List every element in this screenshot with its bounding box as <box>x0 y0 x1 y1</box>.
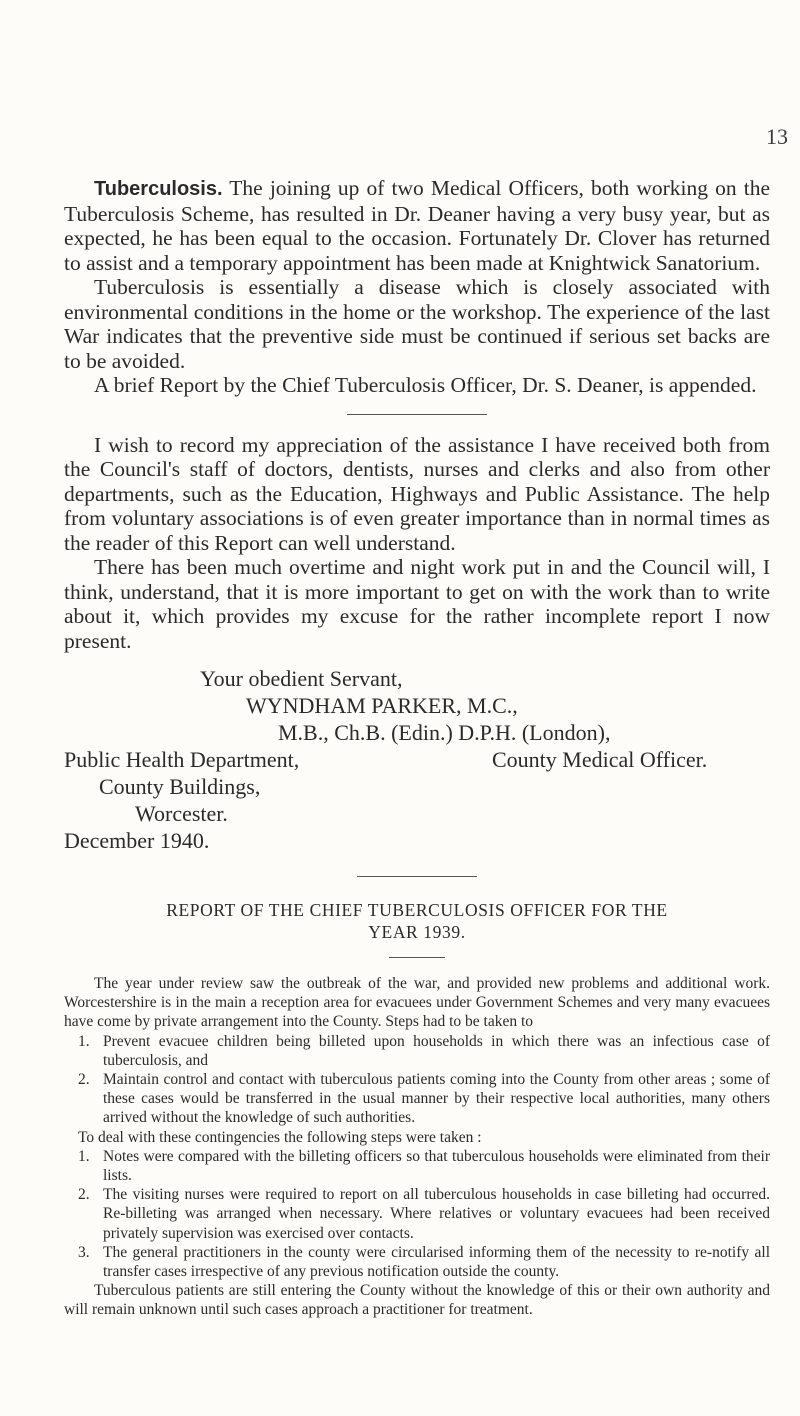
page-number: 13 <box>766 124 788 149</box>
tuberculosis-paragraph-1 <box>64 176 770 275</box>
report-intro: The year under review saw the outbreak of the war, and provided new problems and additional work. Worcestershire is in the main a reception area for evacuees under Government Schemes and very many evacuees have come by private arrangement into the County. Steps had to be taken to <box>64 975 770 1031</box>
report-closing-paragraph: Tuberculous patients are still entering the County without the knowledge of this or their own authority and will remain unknown until such cases approach a practitioner for treatment. <box>64 1282 770 1319</box>
list-item <box>78 1032 770 1070</box>
section-divider <box>357 876 477 877</box>
address-line-2: County Buildings, <box>99 774 261 799</box>
tuberculosis-paragraph-2: Tuberculosis is essentially a disease which is closely associated with environmental conditions in the home or the workshop. The experience of the last War indicates that the preventive side must be continued if serious set backs are to be avoided. <box>64 275 770 373</box>
signature-degrees: M.B., Ch.B. (Edin.) D.P.H. (London), <box>278 720 611 745</box>
list-item-number: 3. <box>78 1243 90 1261</box>
section-divider <box>347 414 487 415</box>
list-item <box>78 1185 770 1243</box>
list-item <box>78 1147 770 1185</box>
list-item-number: 1. <box>78 1147 90 1165</box>
list-item-text: The general practitioners in the county were circularised informing them of the necessity to re-notify all transfer cases irrespective of any previous notification outside the county. <box>103 1243 770 1281</box>
title-underline <box>389 957 445 958</box>
tuberculosis-paragraph-1-text: The joining up of two Medical Officers, both working on the Tuberculosis Scheme, has resulted in Dr. Deaner having a very busy year, but as expected, he has been equal to the occasion. Fortunately Dr. Clover has returned to assist and a temporary appointment has been made at Knightwick Sanatorium. <box>64 176 770 275</box>
list-item-text: Prevent evacuee children being billeted upon households in which there was an infectious case of tuberculosis, and <box>103 1032 770 1069</box>
tuberculosis-heading: Tuberculosis. <box>94 178 223 200</box>
page-body <box>64 176 770 1320</box>
signature-closing: Your obedient Servant, <box>200 666 403 691</box>
list-item <box>78 1070 770 1128</box>
list-item-text: Notes were compared with the billeting officers so that tuberculous households were eliminated from their lists. <box>103 1147 770 1185</box>
address-line-1: Public Health Department, <box>64 747 300 772</box>
measures-intro: To deal with these contingencies the following steps were taken : <box>78 1128 482 1146</box>
list-item-number: 1. <box>78 1032 90 1050</box>
list-item-number: 2. <box>78 1071 90 1089</box>
report-title-line-1: REPORT OF THE CHIEF TUBERCULOSIS OFFICER FOR THE <box>166 900 668 920</box>
address-line-3: Worcester. <box>135 801 228 826</box>
acknowledgement-paragraph-2: There has been much overtime and night work put in and the Council will, I think, understand, that it is more important to get on with the work than to write about it, which provides my excuse for the rather incomplete report I now present. <box>64 555 770 653</box>
tuberculosis-paragraph-3: A brief Report by the Chief Tuberculosis Officer, Dr. S. Deaner, is appended. <box>94 373 757 397</box>
signature-position: County Medical Officer. <box>492 747 708 772</box>
list-item-text: The visiting nurses were required to report on all tuberculous households in case billeting had occurred. Re-billeting was arranged when necessary. Where relatives or voluntary evacuees had been received privately supervision was exercised over contacts. <box>103 1186 770 1242</box>
acknowledgement-paragraph-1: I wish to record my appreciation of the assistance I have received both from the Council's staff of doctors, dentists, nurses and clerks and also from other departments, such as the Education, Highways and Public Assistance. The help from voluntary associations is of even greater importance than in normal times as the reader of this Report can well understand. <box>64 432 770 555</box>
signature-name: WYNDHAM PARKER, M.C., <box>246 693 518 718</box>
address-date: December 1940. <box>64 828 210 853</box>
list-item-number: 2. <box>78 1186 90 1204</box>
list-item-text: Maintain control and contact with tuberculous patients coming into the County from other areas ; some of these cases would be transferred in the usual manner by their respective local authorities, many others arrived without the knowledge of such authorities. <box>103 1071 770 1127</box>
list-item <box>78 1243 770 1281</box>
report-title-line-2: YEAR 1939. <box>368 922 466 942</box>
